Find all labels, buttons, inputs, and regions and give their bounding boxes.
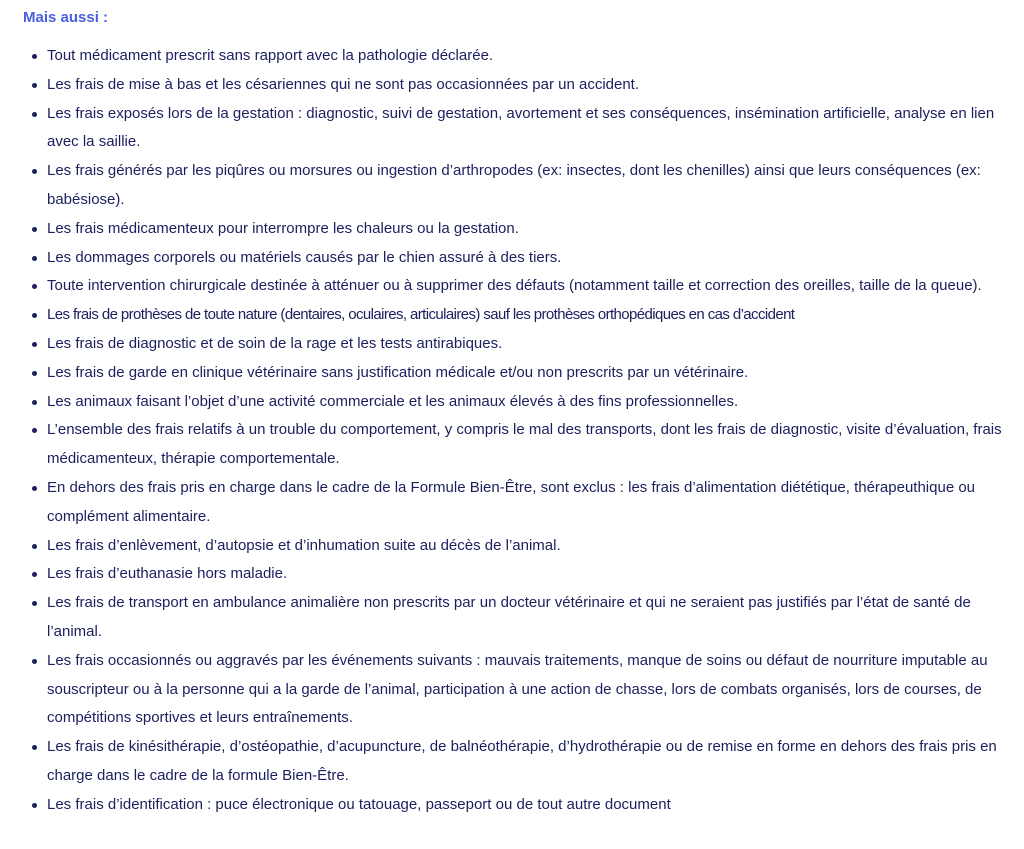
list-item-text: Les frais de garde en clinique vétérinaire sans justification médicale et/ou non prescrits par un vétérinaire. [47, 363, 749, 381]
bullet-icon [32, 745, 37, 750]
list-item-text: Toute intervention chirurgicale destinée à atténuer ou à supprimer des défauts (notamment taille et correction des oreilles, taille de la queue). [47, 277, 982, 295]
list-item-text: Les frais de diagnostic et de soin de la rage et les tests antirabiques. [47, 334, 503, 352]
list-item [47, 733, 1003, 791]
exclusions-list [23, 42, 1003, 820]
bullet-icon [32, 803, 37, 808]
list-item [47, 301, 1003, 330]
list-item-text: En dehors des frais pris en charge dans le cadre de la Formule Bien-Être, sont exclus : les frais d’alimentation diététique, thérapeuthique ou complément alimentaire. [47, 478, 976, 525]
list-item-text: Les frais exposés lors de la gestation : diagnostic, suivi de gestation, avortement et ses conséquences, insémination artificielle, analyse en lien avec la saillie. [47, 104, 995, 151]
list-item-text: Les frais d’enlèvement, d’autopsie et d’inhumation suite au décès de l’animal. [47, 536, 561, 554]
list-item-text: Les frais d’identification : puce électronique ou tatouage, passeport ou de tout autre document [47, 795, 671, 813]
bullet-icon [32, 112, 37, 117]
bullet-icon [32, 256, 37, 261]
bullet-icon [32, 284, 37, 289]
list-item [47, 100, 1003, 158]
list-item-text: Les frais générés par les piqûres ou morsures ou ingestion d’arthropodes (ex: insectes, dont les chenilles) ainsi que leurs conséquences (ex: babésiose). [47, 162, 981, 208]
list-item-text: Les animaux faisant l’objet d’une activité commerciale et les animaux élevés à des fins professionnelles. [47, 392, 739, 410]
list-item-text: Les dommages corporels ou matériels causés par le chien assuré à des tiers. [47, 248, 562, 266]
list-item [47, 589, 1003, 647]
bullet-icon [32, 486, 37, 491]
list-item [47, 71, 1003, 100]
list-item [47, 560, 1003, 589]
bullet-icon [32, 601, 37, 606]
bullet-icon [32, 572, 37, 577]
bullet-icon [32, 83, 37, 88]
bullet-icon [32, 169, 37, 174]
list-item-text: Tout médicament prescrit sans rapport avec la pathologie déclarée. [47, 47, 494, 64]
list-item [47, 330, 1003, 359]
list-item [47, 532, 1003, 561]
list-item [47, 791, 1003, 820]
list-item-text: Les frais de transport en ambulance animalière non prescrits par un docteur vétérinaire et qui ne seraient pas justifiés par l’état de santé de l’animal. [47, 594, 971, 640]
bullet-icon [32, 313, 37, 318]
bullet-icon [32, 342, 37, 347]
list-item-text: L’ensemble des frais relatifs à un trouble du comportement, y compris le mal des transports, dont les frais de diagnostic, visite d’évaluation, frais médicamenteux, thérapie comportementale. [47, 421, 1002, 468]
bullet-icon [32, 428, 37, 433]
section-heading: Mais aussi : [23, 9, 109, 26]
list-item [47, 157, 1003, 215]
bullet-icon [32, 544, 37, 549]
list-item-text: Les frais de prothèses de toute nature (dentaires, oculaires, articulaires) sauf les prothèses orthopédiques en cas d’accident [47, 306, 795, 324]
list-item-text: Les frais de mise à bas et les césariennes qui ne sont pas occasionnées par un accident. [47, 75, 640, 93]
list-item-text: Les frais de kinésithérapie, d’ostéopathie, d’acupuncture, de balnéothérapie, d’hydrothérapie ou de remise en forme en dehors des frais pris en charge dans le cadre de la formule Bien-Être. [47, 738, 997, 784]
list-item [47, 474, 1003, 532]
list-item [47, 272, 1003, 301]
bullet-icon [32, 400, 37, 405]
list-item [47, 359, 1003, 388]
bullet-icon [32, 54, 37, 59]
bullet-icon [32, 371, 37, 376]
list-item-text: Les frais médicamenteux pour interrompre les chaleurs ou la gestation. [47, 219, 519, 237]
bullet-icon [32, 659, 37, 664]
list-item [47, 244, 1003, 273]
list-item [47, 416, 1003, 474]
list-item [47, 42, 1003, 71]
list-item-text: Les frais d’euthanasie hors maladie. [47, 565, 288, 583]
list-item [47, 647, 1003, 733]
bullet-icon [32, 227, 37, 232]
list-item-text: Les frais occasionnés ou aggravés par les événements suivants : mauvais traitements, manque de soins ou défaut de nourriture imputable au souscripteur ou à la personne qui a la garde de l’animal, participation à une action de chasse, lors de combats organisés, lors de courses, de compétitions sportives et leurs entraînements. [47, 651, 988, 727]
list-item [47, 388, 1003, 417]
list-item [47, 215, 1003, 244]
